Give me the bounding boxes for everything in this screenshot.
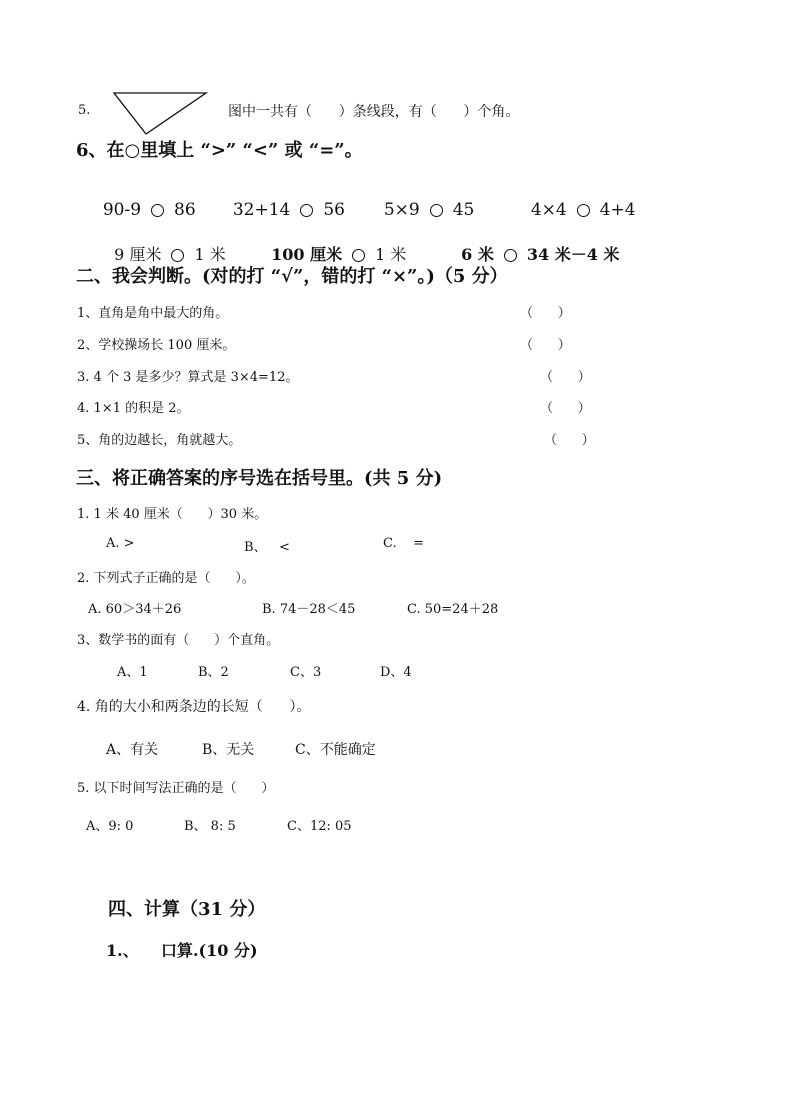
sec2-item-5: 5、角的边越长，角就越大。 — [77, 433, 242, 448]
sec2-item-3: 3. 4 个 3 是多少？算式是 3×4=12。 — [77, 370, 299, 385]
sec3-q1-option-c[interactable]: C. = — [383, 536, 425, 551]
sec3-q3-option-c[interactable]: C、3 — [290, 665, 322, 680]
compare-circle-icon[interactable] — [171, 249, 184, 262]
sec2-item-1: 1、直角是角中最大的角。 — [77, 306, 229, 321]
sec3-q4-option-a[interactable]: A、有关 — [106, 742, 159, 758]
compare-circle-icon[interactable] — [430, 204, 443, 217]
sec3-q2-option-b[interactable]: B. 74－28＜45 — [262, 602, 356, 617]
q6-row1-item-4: 4×4 4+4 — [530, 200, 636, 220]
sec3-q2-stem: 2. 下列式子正确的是（ ）。 — [77, 571, 255, 586]
sec3-q1-stem: 1. 1 米 40 厘米（ ）30 米。 — [77, 507, 268, 522]
q5-text: 图中一共有（ ）条线段，有（ ）个角。 — [228, 104, 520, 120]
sec3-q1-option-a[interactable]: A. > — [106, 536, 135, 551]
q6-row2-item-1: 9 厘米 1 米 — [114, 245, 226, 264]
sec2-answer-paren[interactable]: （ ） — [540, 401, 591, 416]
sec2-answer-paren[interactable]: （ ） — [544, 433, 595, 448]
sec3-title: 三、将正确答案的序号选在括号里。(共 5 分) — [76, 468, 443, 489]
sec3-q5-option-c[interactable]: C、12: 05 — [287, 819, 352, 834]
sec2-item-4: 4. 1×1 的积是 2。 — [77, 401, 190, 416]
triangle-figure — [110, 88, 210, 140]
sec3-q1-option-b[interactable]: B、 < — [244, 540, 290, 555]
q6-row2-item-2: 100 厘米 1 米 — [271, 245, 407, 264]
sec3-q5-option-b[interactable]: B、 8: 5 — [184, 819, 236, 834]
sec2-answer-paren[interactable]: （ ） — [520, 306, 571, 321]
sec4-subtitle: 1.、 口算.(10 分) — [106, 941, 258, 960]
sec3-q4-option-c[interactable]: C、不能确定 — [295, 742, 376, 758]
compare-circle-icon[interactable] — [300, 204, 313, 217]
sec3-q2-option-a[interactable]: A. 60＞34＋26 — [88, 602, 182, 617]
sec3-q5-option-a[interactable]: A、9: 0 — [86, 819, 134, 834]
sec3-q5-stem: 5. 以下时间写法正确的是（ ） — [77, 781, 275, 796]
sec2-title: 二、我会判断。(对的打 “√”，错的打 “×”。)（5 分） — [76, 266, 508, 287]
sec3-q4-option-b[interactable]: B、无关 — [202, 742, 255, 758]
sec3-q2-option-c[interactable]: C. 50=24＋28 — [407, 602, 499, 617]
q6-title: 6、在○里填上 “>” “<” 或 “=”。 — [76, 140, 363, 161]
q5-number: 5. — [78, 103, 91, 118]
compare-circle-icon[interactable] — [352, 249, 365, 262]
sec4-title: 四、计算（31 分） — [108, 899, 266, 920]
compare-circle-icon[interactable] — [151, 204, 164, 217]
q6-row1-item-1: 90-9 86 — [102, 200, 196, 220]
compare-circle-icon[interactable] — [504, 249, 517, 262]
compare-circle-icon[interactable] — [577, 204, 590, 217]
sec3-q3-option-d[interactable]: D、4 — [380, 665, 412, 680]
sec3-q3-option-b[interactable]: B、2 — [198, 665, 229, 680]
sec3-q4-stem: 4. 角的大小和两条边的长短（ ）。 — [77, 699, 311, 715]
sec2-answer-paren[interactable]: （ ） — [520, 338, 571, 353]
sec3-q3-option-a[interactable]: A、1 — [117, 665, 148, 680]
q6-row2-item-3: 6 米 34 米－4 米 — [461, 245, 620, 264]
q6-row1-item-2: 32+14 56 — [232, 200, 345, 220]
sec3-q3-stem: 3、数学书的面有（ ）个直角。 — [77, 633, 280, 648]
q6-row1-item-3: 5×9 45 — [383, 200, 475, 220]
sec2-answer-paren[interactable]: （ ） — [540, 370, 591, 385]
sec2-item-2: 2、学校操场长 100 厘米。 — [77, 338, 236, 353]
